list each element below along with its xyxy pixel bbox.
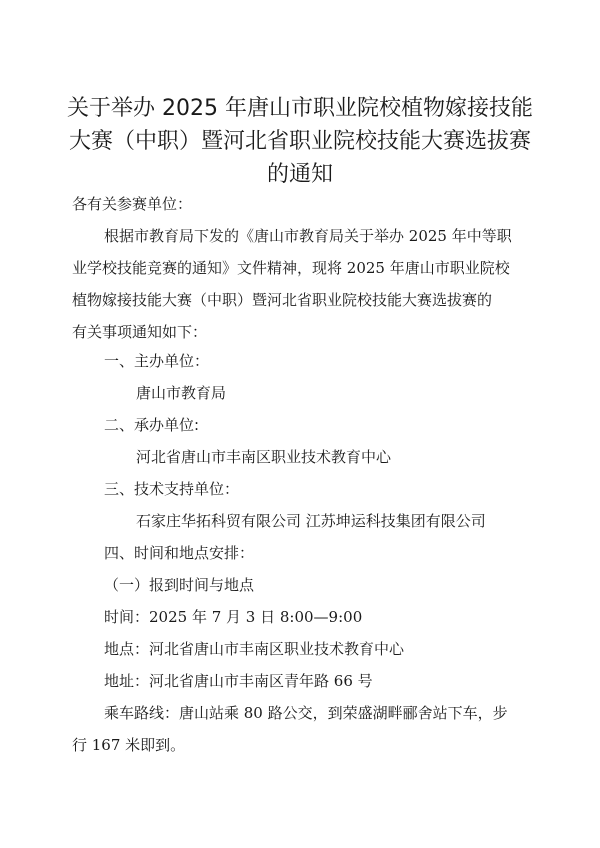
- title-line-1: 关于举办 2025 年唐山市职业院校植物嫁接技能: [67, 96, 533, 121]
- section-3-heading: 三、技术支持单位：: [104, 480, 240, 498]
- detail-time: 时间：2025 年 7 月 3 日 8:00—9:00: [104, 608, 363, 626]
- intro-paragraph: [104, 220, 528, 252]
- intro-line-1: 根据市教育局下发的《唐山市教育局关于举办 2025 年中等职: [104, 227, 512, 245]
- section-3-body: 石家庄华拓科贸有限公司 江苏坤运科技集团有限公司: [136, 512, 486, 530]
- section-4-heading: 四、时间和地点安排：: [104, 544, 255, 562]
- section-1-heading: 一、主办单位：: [104, 352, 210, 370]
- intro-line-4: 有关事项通知如下：: [72, 323, 208, 341]
- intro-paragraph-cont: [72, 252, 510, 348]
- title-line-2: 大赛（中职）暨河北省职业院校技能大赛选拔赛: [68, 129, 531, 154]
- intro-line-3: 植物嫁接技能大赛（中职）暨河北省职业院校技能大赛选拔赛的: [72, 291, 493, 309]
- section-2-body: 河北省唐山市丰南区职业技术教育中心: [136, 448, 392, 466]
- salutation: 各有关参赛单位：: [72, 195, 193, 213]
- detail-route-line-2: 行 167 米即到。: [72, 736, 186, 754]
- document-title: [60, 92, 540, 191]
- detail-route-line-1: 乘车路线：唐山站乘 80 路公交，到荣盛湖畔郦舍站下车，步: [104, 704, 508, 722]
- title-line-3: 的通知: [266, 162, 333, 187]
- section-4-subheading-1: （一）报到时间与地点: [104, 576, 255, 594]
- detail-address: 地址：河北省唐山市丰南区青年路 66 号: [104, 672, 373, 690]
- section-1-body: 唐山市教育局: [136, 384, 227, 402]
- section-2-heading: 二、承办单位:: [104, 416, 200, 434]
- detail-place: 地点：河北省唐山市丰南区职业技术教育中心: [104, 640, 405, 658]
- intro-line-2: 业学校技能竞赛的通知》文件精神，现将 2025 年唐山市职业院校: [72, 259, 510, 277]
